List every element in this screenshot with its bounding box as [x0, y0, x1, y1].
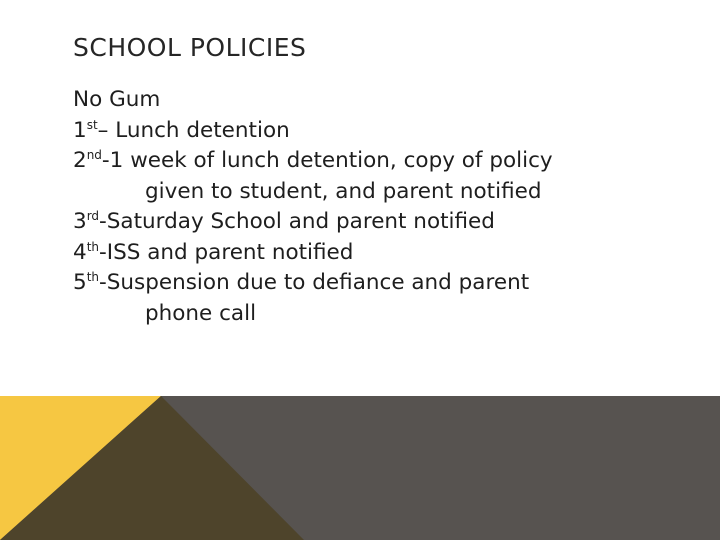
policy-line-3rd [73, 207, 673, 238]
slide-title: SCHOOL POLICIES [73, 33, 307, 62]
policy-text: -Suspension due to defiance and parent [99, 270, 530, 295]
policy-text: -Saturday School and parent notified [99, 209, 495, 234]
policy-text: No Gum [73, 87, 161, 112]
policy-line-no-gum [73, 85, 673, 116]
ordinal-number: 1 [73, 117, 87, 143]
ordinal-suffix: th [86, 270, 99, 284]
policy-line-2nd [73, 146, 673, 177]
ordinal-number: 5 [73, 270, 87, 295]
ordinal-suffix: st [86, 117, 98, 132]
ordinal-suffix: rd [86, 209, 100, 223]
policy-text-continuation: phone call [145, 300, 257, 326]
ordinal-number: 2 [73, 148, 87, 173]
policy-line-5th [73, 268, 673, 299]
ordinal-number: 4 [73, 239, 87, 265]
policy-text: -ISS and parent notified [99, 239, 354, 265]
policy-line-2nd-continued [73, 177, 673, 208]
ordinal-suffix: th [86, 239, 99, 254]
ordinal-number: 3 [73, 209, 87, 234]
policy-text: -1 week of lunch detention, copy of policy [101, 148, 553, 173]
policy-line-4th [73, 238, 673, 269]
policy-line-1st [73, 116, 673, 147]
policy-list [73, 85, 673, 329]
ordinal-suffix: nd [86, 148, 102, 162]
policy-text: – Lunch detention [97, 117, 290, 143]
policy-line-5th-continued [73, 299, 673, 330]
policy-text-continuation: given to student, and parent notified [145, 178, 542, 204]
